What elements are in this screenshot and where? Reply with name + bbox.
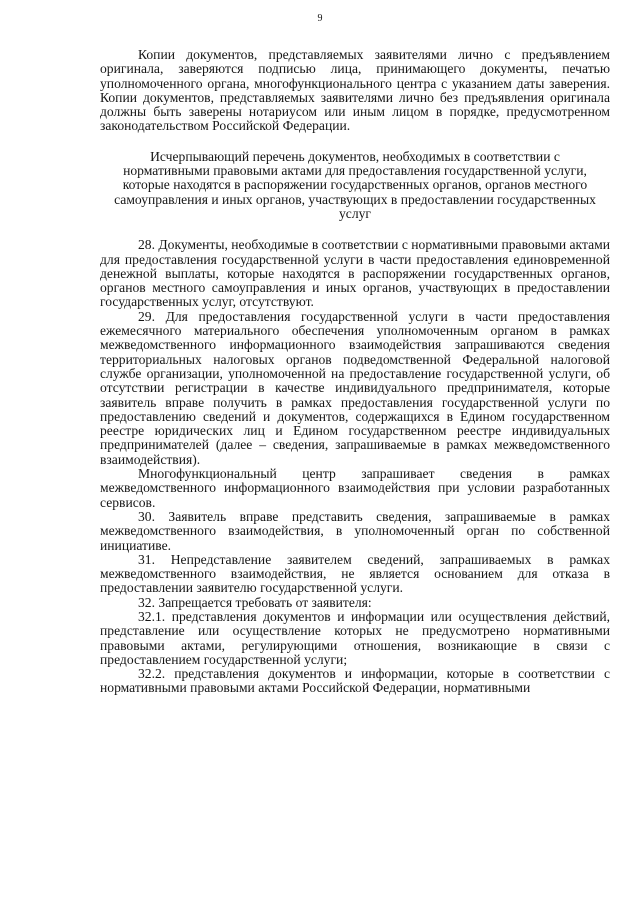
paragraph-item-29: 29. Для предоставления государственной услуги в части предоставления ежемесячного материального обеспечения уполномоченным органом в рамках межведомственного информационного взаимодействия запрашиваются сведения территориальных налоговых органов подведомственной Федеральной налоговой службе организации, уполномоченной на предоставление государственной услуги, об отсутствии регистрации в качестве индивидуального предпринимателя, которые заявитель вправе получить в рамках предоставления государственной услуги по предоставлению сведений и документов, содержащихся в Едином государственном реестре юридических лиц и Едином государственном реестре индивидуальных предпринимателей (далее – сведения, запрашиваемые в рамках межведомственного взаимодействия). (100, 308, 610, 467)
paragraph-item-32-1: 32.1. представления документов и информации или осуществления действий, представление или осуществление которых не предусмотрено нормативными правовыми актами, регулирующими отношения, возникающие в связи с предоставлением государственной услуги; (100, 608, 610, 667)
paragraph-copies-certification: Копии документов, представляемых заявителями лично с предъявлением оригинала, заверяются подписью лица, принимающего документы, печатью уполномоченного органа, многофункционального центра с указанием даты заверения. Копии документов, представляемых заявителями лично без предъявления оригинала должны быть заверены нотариусом или иным лицом в порядке, предусмотренном законодательством Российской Федерации. (100, 47, 610, 134)
paragraph-item-32-2: 32.2. представления документов и информации, которые в соответствии с нормативными правовыми актами Российской Федерации, нормативными (100, 666, 610, 696)
page-number: 9 (317, 13, 323, 24)
section-heading: Исчерпывающий перечень документов, необходимых в соответствии с нормативными правовыми актами для предоставления государственной услуги, которые находятся в распоряжении государственных органов, органов местного самоуправления и иных органов, участвующих в предоставлении государственных услуг (114, 148, 596, 221)
paragraph-item-28: 28. Документы, необходимые в соответствии с нормативными правовыми актами для предоставления государственной услуги в части предоставления единовременной денежной выплаты, которые находятся в распоряжении государственных органов, органов местного самоуправления и иных органов, участвующих в предоставлении государственных услуг, отсутствуют. (100, 237, 610, 310)
paragraph-item-32: 32. Запрещается требовать от заявителя: (138, 594, 372, 610)
paragraph-item-30: 30. Заявитель вправе представить сведения, запрашиваемые в рамках межведомственного взаимодействия, в уполномоченный орган по собственной инициативе. (100, 508, 610, 553)
paragraph-mfc-requests: Многофункциональный центр запрашивает сведения в рамках межведомственного информационного взаимодействия при условии разработанных сервисов. (100, 466, 610, 510)
document-body (100, 48, 610, 696)
paragraph-item-31: 31. Непредставление заявителем сведений, запрашиваемых в рамках межведомственного взаимодействия, не является основанием для отказа в предоставлении заявителю государственной услуги. (100, 551, 610, 596)
